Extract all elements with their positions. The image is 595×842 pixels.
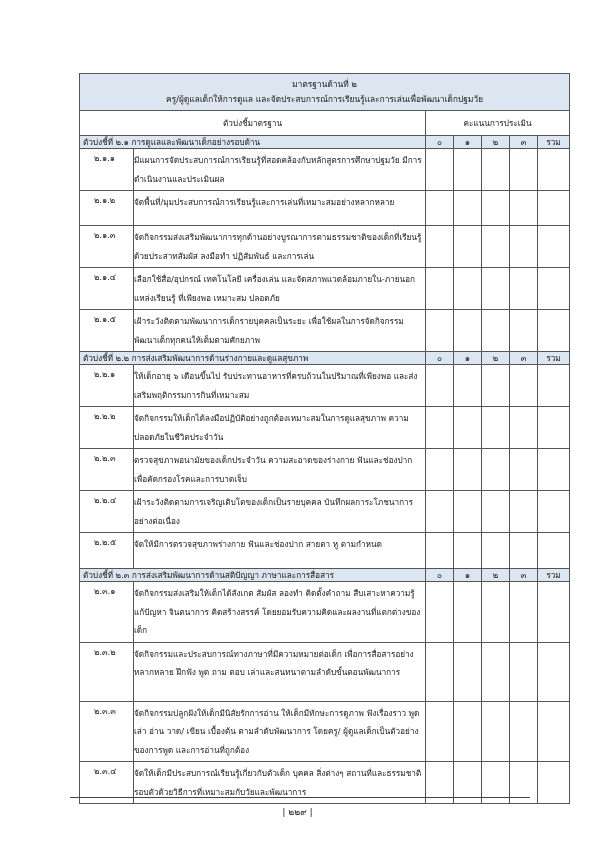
score-entry-cell[interactable] xyxy=(510,449,538,491)
indicator-code: ๒.๓.๔ xyxy=(80,762,134,804)
score-entry-cell[interactable] xyxy=(482,407,510,449)
score-entry-cell[interactable] xyxy=(538,310,570,352)
score-entry-cell[interactable] xyxy=(538,268,570,310)
indicator-item-row xyxy=(80,491,570,533)
score-entry-cell[interactable] xyxy=(510,701,538,762)
score-label: รวม xyxy=(538,136,570,149)
score-entry-cell[interactable] xyxy=(538,701,570,762)
score-entry-cell[interactable] xyxy=(454,310,482,352)
score-entry-cell[interactable] xyxy=(482,582,510,643)
score-entry-cell[interactable] xyxy=(538,582,570,643)
standard-assessment-table xyxy=(79,73,570,804)
score-entry-cell[interactable] xyxy=(510,642,538,701)
score-entry-cell[interactable] xyxy=(426,701,454,762)
score-entry-cell[interactable] xyxy=(426,310,454,352)
indicator-section-title: ตัวบ่งชี้ที่ ๒.๑ การดูแลและพัฒนาเด็กอย่างรอบด้าน xyxy=(80,136,426,149)
score-entry-cell[interactable] xyxy=(454,226,482,268)
score-entry-cell[interactable] xyxy=(510,407,538,449)
indicator-text: เฝ้าระวังติดตามการเจริญเติบโตของเด็กเป็นรายบุคคล บันทึกผลการะโภชนาการอย่างต่อเนื่อง xyxy=(134,491,426,533)
score-entry-cell[interactable] xyxy=(426,642,454,701)
indicator-text: จัดกิจกรรมให้เด็กได้ลงมือปฏิบัติอย่างถูกต้องเหมาะสมในการดูแลสุขภาพ ความปลอดภัยในชีวิตประจำวัน xyxy=(134,407,426,449)
score-entry-cell[interactable] xyxy=(482,491,510,533)
indicator-item-row xyxy=(80,226,570,268)
indicator-code: ๒.๓.๒ xyxy=(80,642,134,701)
indicator-text: มีแผนการจัดประสบการณ์การเรียนรู้ที่สอดคล้องกับหลักสูตรการศึกษาปฐมวัย มีการดำเนินงานและประเมินผล xyxy=(134,149,426,191)
indicator-text: จัดกิจกรรมส่งเสริมให้เด็กได้สังเกต สัมผัส ลองทำ คิดตั้งคำถาม สืบเสาะหาความรู้ แก้ปัญหา จินตนาการ คิดสร้างสรรค์ โดยยอมรับความคิดและผลงานที่แตกต่างของเด็ก xyxy=(134,582,426,643)
score-entry-cell[interactable] xyxy=(426,533,454,569)
indicator-code: ๒.๑.๔ xyxy=(80,268,134,310)
indicator-code: ๒.๒.๕ xyxy=(80,533,134,569)
score-entry-cell[interactable] xyxy=(482,191,510,226)
score-entry-cell[interactable] xyxy=(510,191,538,226)
score-entry-cell[interactable] xyxy=(538,642,570,701)
indicator-code: ๒.๒.๔ xyxy=(80,491,134,533)
score-entry-cell[interactable] xyxy=(454,533,482,569)
score-label: ๓ xyxy=(510,136,538,149)
score-column-header: คะแนนการประเมิน xyxy=(426,111,570,136)
score-entry-cell[interactable] xyxy=(482,701,510,762)
indicator-item-row xyxy=(80,407,570,449)
score-entry-cell[interactable] xyxy=(482,533,510,569)
indicator-text: ตรวจสุขภาพอนามัยของเด็กประจำวัน ความสะอาดของร่างกาย ฟันและช่องปากเพื่อคัดกรองโรคและการบาดเจ็บ xyxy=(134,449,426,491)
score-entry-cell[interactable] xyxy=(510,491,538,533)
score-entry-cell[interactable] xyxy=(538,191,570,226)
score-entry-cell[interactable] xyxy=(454,268,482,310)
score-label: ๑ xyxy=(454,569,482,582)
standard-title-line1: มาตรฐานด้านที่ ๒ xyxy=(292,79,357,89)
score-entry-cell[interactable] xyxy=(538,149,570,191)
footer-divider xyxy=(70,797,530,798)
score-label: ๒ xyxy=(482,136,510,149)
indicator-item-row xyxy=(80,191,570,226)
score-entry-cell[interactable] xyxy=(426,191,454,226)
score-entry-cell[interactable] xyxy=(482,268,510,310)
score-entry-cell[interactable] xyxy=(482,365,510,407)
score-entry-cell[interactable] xyxy=(538,226,570,268)
score-entry-cell[interactable] xyxy=(426,268,454,310)
score-entry-cell[interactable] xyxy=(426,491,454,533)
indicator-code: ๒.๑.๓ xyxy=(80,226,134,268)
score-label: รวม xyxy=(538,569,570,582)
indicator-code: ๒.๒.๒ xyxy=(80,407,134,449)
score-label: ๒ xyxy=(482,352,510,365)
score-entry-cell[interactable] xyxy=(538,533,570,569)
indicator-column-header: ตัวบ่งชี้มาตรฐาน xyxy=(80,111,426,136)
score-entry-cell[interactable] xyxy=(426,365,454,407)
score-label: ๐ xyxy=(426,136,454,149)
score-entry-cell[interactable] xyxy=(426,407,454,449)
indicator-text: จัดให้เด็กมีประสบการณ์เรียนรู้เกี่ยวกับตัวเด็ก บุคคล สิ่งต่างๆ สถานที่และธรรมชาติรอบตัวด้วยวิธีการที่เหมาะสมกับวัยและพัฒนาการ xyxy=(134,762,426,804)
indicator-section-title: ตัวบ่งชี้ที่ ๒.๒ การส่งเสริมพัฒนาการด้านร่างกายและดูแลสุขภาพ xyxy=(80,352,426,365)
score-label: ๒ xyxy=(482,569,510,582)
score-entry-cell[interactable] xyxy=(454,642,482,701)
score-label: รวม xyxy=(538,352,570,365)
indicator-item-row xyxy=(80,533,570,569)
score-label: ๐ xyxy=(426,569,454,582)
indicator-code: ๒.๓.๓ xyxy=(80,701,134,762)
indicator-item-row xyxy=(80,365,570,407)
score-entry-cell[interactable] xyxy=(426,149,454,191)
score-entry-cell[interactable] xyxy=(454,149,482,191)
indicator-section-row xyxy=(80,136,570,149)
score-entry-cell[interactable] xyxy=(426,226,454,268)
score-label: ๓ xyxy=(510,352,538,365)
score-label: ๐ xyxy=(426,352,454,365)
score-entry-cell[interactable] xyxy=(538,365,570,407)
score-entry-cell[interactable] xyxy=(510,310,538,352)
score-label: ๑ xyxy=(454,136,482,149)
score-entry-cell[interactable] xyxy=(510,533,538,569)
score-label: ๓ xyxy=(510,569,538,582)
score-entry-cell[interactable] xyxy=(510,149,538,191)
score-entry-cell[interactable] xyxy=(538,491,570,533)
indicator-code: ๒.๑.๒ xyxy=(80,191,134,226)
indicator-code: ๒.๒.๑ xyxy=(80,365,134,407)
indicator-text: จัดกิจกรรมส่งเสริมพัฒนาการทุกด้านอย่างบูรณาการตามธรรมชาติของเด็กที่เรียนรู้ด้วยประสาทสัมผัส ลงมือทำ ปฏิสัมพันธ์ และการเล่น xyxy=(134,226,426,268)
indicator-text: เฝ้าระวังติดตามพัฒนาการเด็กรายบุคคลเป็นระยะ เพื่อใช้ผลในการจัดกิจกรรมพัฒนาเด็กทุกคนให้เต็มตามศักยภาพ xyxy=(134,310,426,352)
indicator-section-row xyxy=(80,569,570,582)
indicator-item-row xyxy=(80,701,570,762)
indicator-item-row xyxy=(80,642,570,701)
page-number: | ๒๒๙ | xyxy=(282,808,313,818)
standard-title-line2: ครู/ผู้ดูแลเด็กให้การดูแล และจัดประสบการณ์การเรียนรู้และการเล่นเพื่อพัฒนาเด็กปฐมวัย xyxy=(166,94,484,104)
indicator-item-row xyxy=(80,582,570,643)
score-entry-cell[interactable] xyxy=(454,491,482,533)
score-entry-cell[interactable] xyxy=(454,449,482,491)
indicator-text: จัดพื้นที่/มุมประสบการณ์การเรียนรู้และการเล่นที่เหมาะสมอย่างหลากหลาย xyxy=(134,191,426,226)
score-entry-cell[interactable] xyxy=(454,701,482,762)
score-label: ๑ xyxy=(454,352,482,365)
score-entry-cell[interactable] xyxy=(426,582,454,643)
score-entry-cell[interactable] xyxy=(426,449,454,491)
score-entry-cell[interactable] xyxy=(538,407,570,449)
score-entry-cell[interactable] xyxy=(482,642,510,701)
score-entry-cell[interactable] xyxy=(482,310,510,352)
indicator-code: ๒.๓.๑ xyxy=(80,582,134,643)
score-entry-cell[interactable] xyxy=(538,449,570,491)
indicator-item-row xyxy=(80,310,570,352)
score-entry-cell[interactable] xyxy=(454,365,482,407)
indicator-code: ๒.๒.๓ xyxy=(80,449,134,491)
indicator-item-row xyxy=(80,449,570,491)
indicator-code: ๒.๑.๑ xyxy=(80,149,134,191)
indicator-item-row xyxy=(80,268,570,310)
indicator-section-row xyxy=(80,352,570,365)
score-entry-cell[interactable] xyxy=(510,582,538,643)
indicator-section-title: ตัวบ่งชี้ที่ ๒.๓ การส่งเสริมพัฒนาการด้านสติปัญญา ภาษาและการสื่อสาร xyxy=(80,569,426,582)
indicator-code: ๒.๑.๕ xyxy=(80,310,134,352)
score-entry-cell[interactable] xyxy=(482,226,510,268)
indicator-text: จัดกิจกรรมปลูกฝังให้เด็กมีนิสัยรักการอ่าน ให้เด็กมีทักษะการดูภาพ ฟังเรื่องราว พูดเล่า อ่าน วาด/ เขียน เบื้องต้น ตามลำดับพัฒนาการ โดยครู/ ผู้ดูแลเด็กเป็นตัวอย่างของการพูด และการอ่านที่ถูกต้อง xyxy=(134,701,426,762)
score-entry-cell[interactable] xyxy=(454,191,482,226)
score-entry-cell[interactable] xyxy=(482,149,510,191)
score-entry-cell[interactable] xyxy=(538,762,570,804)
indicator-text: เลือกใช้สื่อ/อุปกรณ์ เทคโนโลยี เครื่องเล่น และจัดสภาพแวดล้อมภายใน-ภายนอก แหล่งเรียนรู้ ที่เพียงพอ เหมาะสม ปลอดภัย xyxy=(134,268,426,310)
indicator-text: จัดให้มีการตรวจสุขภาพร่างกาย ฟันและช่องปาก สายตา หู ตามกำหนด xyxy=(134,533,426,569)
score-entry-cell[interactable] xyxy=(454,582,482,643)
indicator-text: จัดกิจกรรมและประสบการณ์ทางภาษาที่มีความหมายต่อเด็ก เพื่อการสื่อสารอย่างหลากหลาย ฝึกฟัง พูด ถาม ตอบ เล่าและสนทนาตามลำดับขั้นตอนพัฒนาการ xyxy=(134,642,426,701)
score-entry-cell[interactable] xyxy=(482,449,510,491)
score-entry-cell[interactable] xyxy=(510,365,538,407)
score-entry-cell[interactable] xyxy=(454,407,482,449)
standard-title-cell xyxy=(80,74,570,111)
score-entry-cell[interactable] xyxy=(510,226,538,268)
indicator-text: ให้เด็กอายุ ๖ เดือนขึ้นไป รับประทานอาหารที่ครบถ้วนในปริมาณที่เพียงพอ และส่งเสริมพฤติกรรมการกินที่เหมาะสม xyxy=(134,365,426,407)
score-entry-cell[interactable] xyxy=(510,268,538,310)
indicator-item-row xyxy=(80,149,570,191)
